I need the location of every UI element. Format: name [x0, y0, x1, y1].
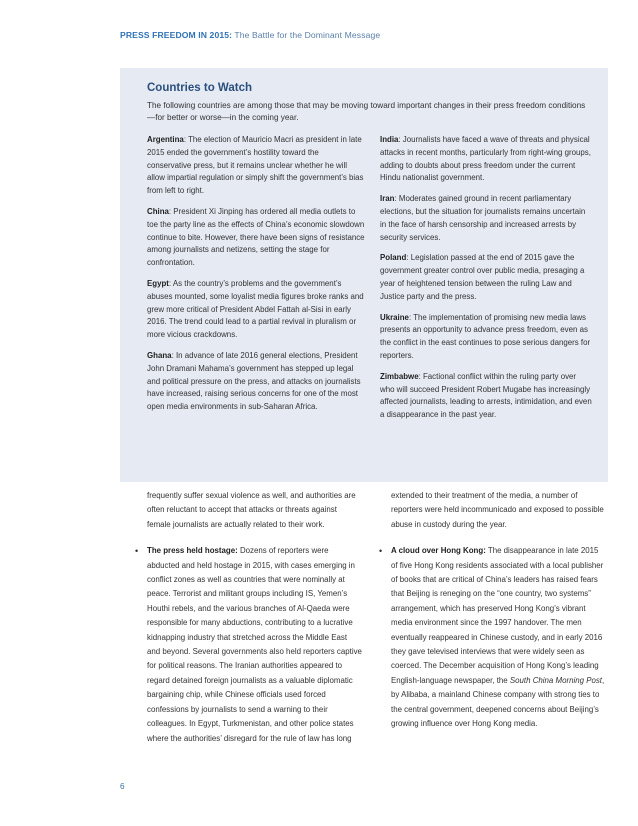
body-paragraph: frequently suffer sexual violence as well, and authorities are often reluctant to accept that attacks or threats against female journalists are actually related to their work.: [147, 491, 356, 529]
country-entry: [147, 350, 365, 414]
body-right-column: [379, 489, 606, 744]
country-text: : In advance of late 2016 general elections, President John Dramani Mahama’s government has stepped up legal and political pressure on the press, and attacks on journalists have increased, raising serious concerns for one of the most open media environments in sub-Saharan Africa.: [147, 350, 361, 412]
bullet-text: Dozens of reporters were abducted and held hostage in 2015, with cases emerging in conflict zones as well as countries that were nominally at peace. Terrorist and militant groups including IS, Yemen’s Houthi rebels, and the various branches of Al-Qaeda were responsible for many abductions, contributing to a lucrative kidnapping industry that stretched across the Middle East and beyond. Several governments also held reporters captive for political reasons. The Iranian authorities appeared to regard detained foreign journalists as a valuable diplomatic bargaining chip, while Chinese officials used forced confessions by journalists to send a warning to their colleagues. In Egypt, Turkmenistan, and other police states where the authorities’ disregard for the rule of law has long: [147, 546, 362, 743]
country-name: Ukraine: [380, 312, 409, 322]
box-right-column: [380, 134, 592, 430]
country-text: : President Xi Jinping has ordered all media outlets to toe the party line as the effects of China’s economic slowdown continue to bite. However, there have been signs of resistance among journalists and netizens, setting the stage for confrontation.: [147, 206, 365, 268]
body-paragraph: extended to their treatment of the media, a number of reporters were held incommunicado and exposed to possible abuse in custody during the year.: [391, 491, 604, 529]
newspaper-title: South China Morning Post: [509, 675, 603, 685]
country-name: Argentina: [147, 135, 184, 144]
body-left-column: [135, 489, 362, 758]
country-name: Egypt: [147, 278, 169, 288]
country-name: Iran: [380, 194, 395, 204]
country-text: : The election of Mauricio Macri as president in late 2015 ended the government’s hostility toward the conservative press, but it remains unclear whether he will allow impartial regulation or simply shift the government’s bias from left to right.: [147, 135, 364, 196]
box-title: Countries to Watch: [147, 82, 252, 94]
bullet-lead: A cloud over Hong Kong:: [391, 546, 486, 556]
country-name: China: [147, 206, 169, 216]
countries-to-watch-box: [120, 68, 608, 482]
bullet-item-press-hostage: [135, 544, 362, 746]
bullet-icon: •: [135, 546, 139, 557]
box-intro: The following countries are among those that may be moving toward important changes in their press freedom conditions—for better or worse—in the coming year.: [147, 101, 586, 123]
country-name: Ghana: [147, 350, 172, 360]
bullet-lead: The press held hostage:: [147, 546, 238, 556]
country-text: : Moderates gained ground in recent parliamentary elections, but the situation for journalists remains uncertain in the face of harsh censorship and increased arrests by security services.: [380, 194, 586, 242]
country-text: : The implementation of promising new media laws presents an opportunity to advance press freedom, even as the conflict in the east continues to pose serious dangers for reporters.: [380, 312, 591, 360]
country-name: Zimbabwe: [380, 371, 419, 381]
bullet-text: , by Alibaba, a mainland Chinese company with strong ties to the central government, deepened concerns about Beijing’s growing influence over Hong Kong media.: [391, 675, 605, 729]
country-entry: [147, 134, 365, 198]
header-title-rest: The Battle for the Dominant Message: [232, 30, 381, 40]
box-left-column: [147, 134, 365, 422]
country-entry: [380, 134, 592, 185]
country-entry: [380, 312, 592, 363]
country-entry: [380, 371, 592, 422]
country-text: : Legislation passed at the end of 2015 gave the government greater control over public media, presaging a year of heightened tension between the ruling Law and Justice party and the press.: [380, 253, 585, 301]
country-entry: [380, 252, 592, 303]
country-name: India: [380, 135, 399, 144]
country-text: : As the country’s problems and the government’s abuses mounted, some loyalist media figures broke ranks and grew more critical of President Abdel Fattah al-Sisi in early 2016. The trend could lead to a partial revival in pluralism or more vicious crackdowns.: [147, 278, 364, 340]
country-entry: [380, 193, 592, 244]
bullet-icon: •: [379, 546, 383, 557]
country-text: : Factional conflict within the ruling party over who will succeed President Robert Mugabe has increasingly affected journalists, leading to arrests, intimidation, and even a disappearance in the past year.: [380, 371, 592, 420]
country-name: Poland: [380, 253, 407, 263]
header-title-bold: PRESS FREEDOM IN 2015:: [120, 30, 233, 40]
bullet-text: The disappearance in late 2015 of five Hong Kong residents associated with a local publisher of books that are critical of China’s leaders has raised fears that Beijing is reneging on the “one country, two systems” arrangement, which has preserved Hong Kong’s vibrant media environment since the 1997 handover. The men eventually reappeared in Chinese custody, and in early 2016 they gave televised interviews that were widely seen as coerced. The December acquisition of Hong Kong’s leading English-language newspaper, the: [391, 546, 604, 685]
country-entry: [147, 278, 365, 342]
running-header: [120, 30, 380, 40]
page-number: 6: [120, 782, 125, 791]
country-text: : Journalists have faced a wave of threats and physical attacks in recent months, particularly from right-wing groups, adding to doubts about press freedom under the current Hindu nationalist government.: [380, 135, 591, 183]
bullet-item-hong-kong: [379, 544, 606, 731]
country-entry: [147, 206, 365, 270]
